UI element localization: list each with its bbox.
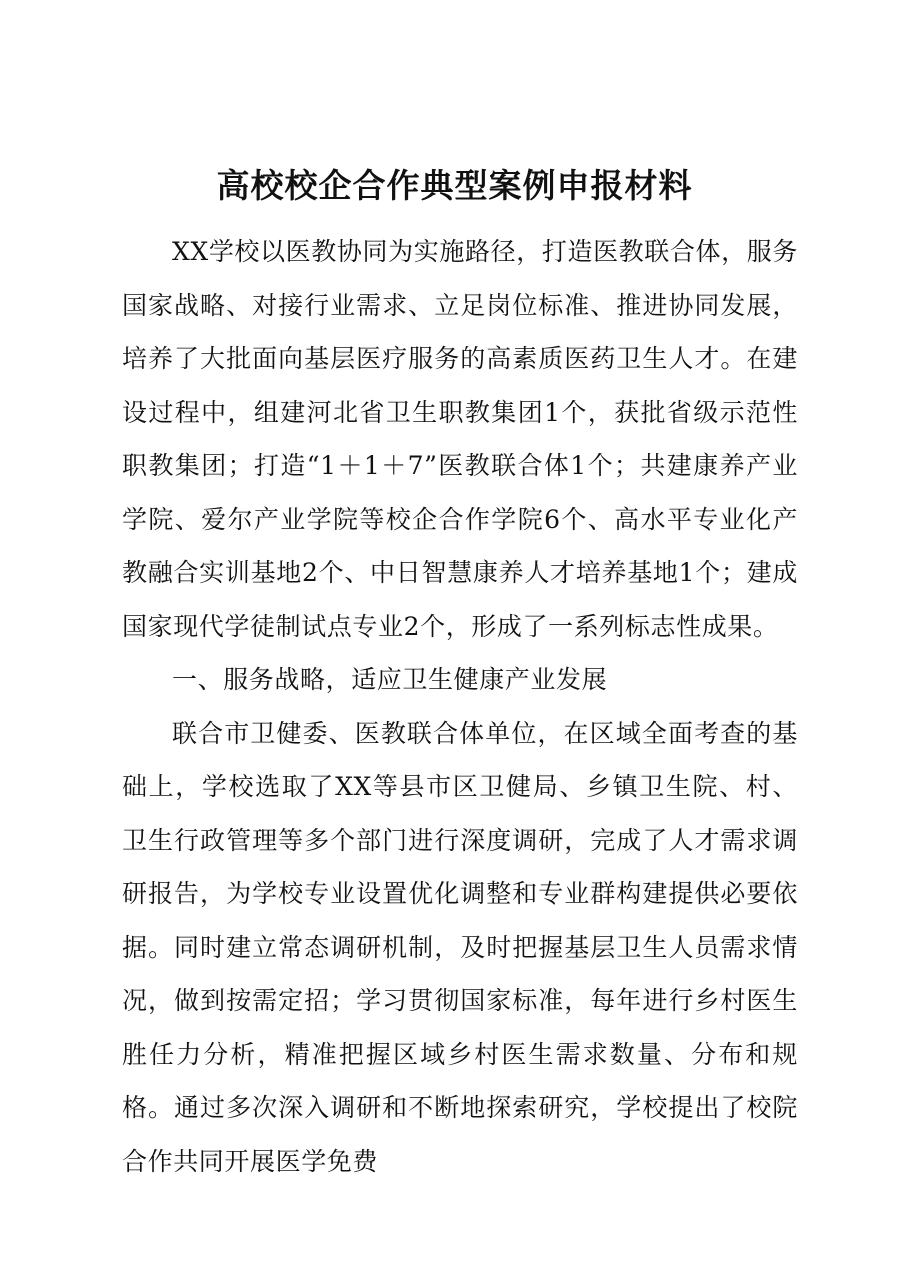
document-body xyxy=(122,225,798,1188)
paragraph-section-1: 联合市卫健委、医教联合体单位，在区域全面考查的基础上，学校选取了XX等县市区卫健局、乡镇卫生院、村、卫生行政管理等多个部门进行深度调研，完成了人才需求调研报告，为学校专业设置优化调整和专业群构建提供必要依据。同时建立常态调研机制，及时把握基层卫生人员需求情况，做到按需定招；学习贯彻国家标准，每年进行乡村医生胜任力分析，精准把握区域乡村医生需求数量、分布和规格。通过多次深入调研和不断地探索研究，学校提出了校院合作共同开展医学免费 xyxy=(122,718,798,1176)
paragraph-intro: XX学校以医教协同为实施路径，打造医教联合体，服务国家战略、对接行业需求、立足岗位标准、推进协同发展，培养了大批面向基层医疗服务的高素质医药卫生人才。在建设过程中，组建河北省卫生职教集团1个，获批省级示范性职教集团；打造“1＋1＋7”医教联合体1个；共建康养产业学院、爱尔产业学院等校企合作学院6个、高水平专业化产教融合实训基地2个、中日智慧康养人才培养基地1个；建成国家现代学徒制试点专业2个，形成了一系列标志性成果。 xyxy=(122,237,798,641)
section-heading-1: 一、服务战略，适应卫生健康产业发展 xyxy=(172,665,608,694)
document-title: 高校校企合作典型案例申报材料 xyxy=(216,166,693,205)
